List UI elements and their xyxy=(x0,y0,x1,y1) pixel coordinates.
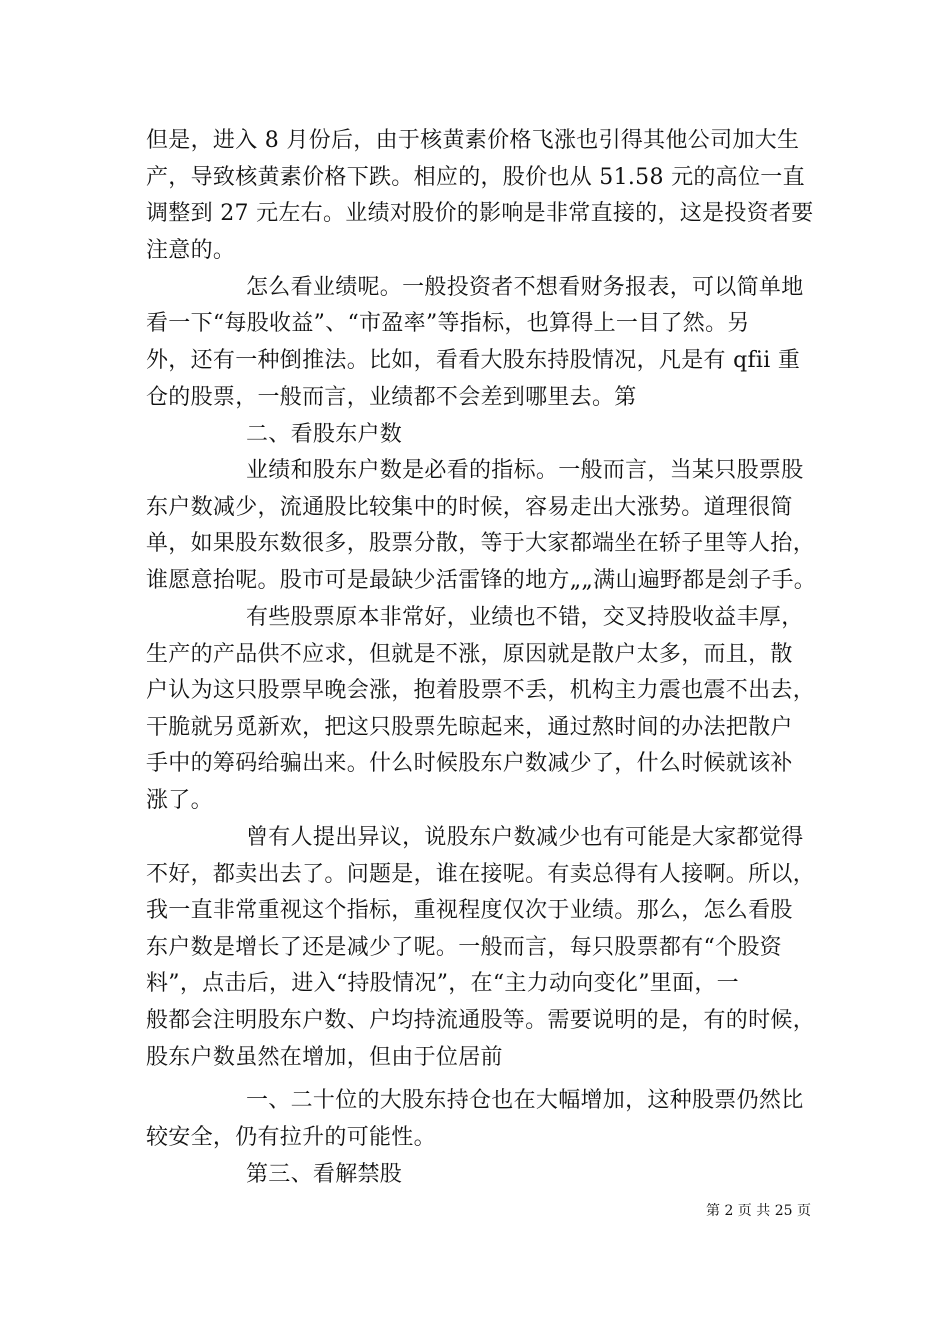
paragraph-first-line: 怎么看业绩呢。一般投资者不想看财务报表，可以简单地 xyxy=(246,275,804,300)
text-line: 料”，点击后，进入“持股情况”，在“主力动向变化”里面，一 xyxy=(146,971,739,996)
text-line: 干脆就另觅新欢，把这只股票先晾起来，通过熬时间的办法把散户 xyxy=(146,715,793,740)
text-line: 外，还有一种倒推法。比如，看看大股东持股情况，凡是有 qfii 重 xyxy=(146,348,801,373)
text-line: 般都会注明股东户数、户均持流通股等。需要说明的是，有的时候， xyxy=(146,1008,816,1033)
text-line: 不好，都卖出去了。问题是，谁在接呢。有卖总得有人接啊。所以， xyxy=(146,862,816,887)
text-line: 涨了。 xyxy=(146,788,213,813)
text-line: 单，如果股东数很多，股票分散，等于大家都端坐在轿子里等人抬， xyxy=(146,531,816,556)
page-number: 第 2 页 共 25 页 xyxy=(706,1203,811,1219)
section-heading: 二、看股东户数 xyxy=(246,422,403,447)
text-line: 东户数是增长了还是减少了呢。一般而言，每只股票都有“个股资 xyxy=(146,935,782,960)
section-heading: 第三、看解禁股 xyxy=(246,1162,403,1187)
text-line: 注意的。 xyxy=(146,238,236,263)
paragraph-first-line: 一、二十位的大股东持仓也在大幅增加，这种股票仍然比 xyxy=(246,1088,804,1113)
text-line: 但是，进入 8 月份后，由于核黄素价格飞涨也引得其他公司加大生 xyxy=(146,128,800,153)
text-line: 产，导致核黄素价格下跌。相应的，股价也从 51.58 元的高位一直 xyxy=(146,165,805,190)
text-line: 看一下“每股收益”、“市盈率”等指标，也算得上一目了然。另 xyxy=(146,311,750,336)
text-line: 手中的筹码给骗出来。什么时候股东户数减少了，什么时候就该补 xyxy=(146,751,793,776)
text-line: 仓的股票，一般而言，业绩都不会差到哪里去。第 xyxy=(146,385,637,410)
text-line: 东户数减少，流通股比较集中的时候，容易走出大涨势。道理很简 xyxy=(146,495,793,520)
text-line: 生产的产品供不应求，但就是不涨，原因就是散户太多，而且，散 xyxy=(146,642,793,667)
paragraph-first-line: 业绩和股东户数是必看的指标。一般而言，当某只股票股 xyxy=(246,458,804,483)
text-line: 谁愿意抬呢。股市可是最缺少活雷锋的地方„„满山遍野都是刽子手。 xyxy=(146,568,817,593)
text-line: 较安全，仍有拉升的可能性。 xyxy=(146,1125,436,1150)
text-line: 我一直非常重视这个指标，重视程度仅次于业绩。那么，怎么看股 xyxy=(146,898,793,923)
text-line: 户认为这只股票早晚会涨，抱着股票不丢，机构主力震也震不出去， xyxy=(146,678,816,703)
paragraph-first-line: 有些股票原本非常好，业绩也不错，交叉持股收益丰厚， xyxy=(246,605,804,630)
text-line: 股东户数虽然在增加，但由于位居前 xyxy=(146,1045,503,1070)
paragraph-first-line: 曾有人提出异议，说股东户数减少也有可能是大家都觉得 xyxy=(246,825,804,850)
text-line: 调整到 27 元左右。业绩对股价的影响是非常直接的，这是投资者要 xyxy=(146,201,814,226)
